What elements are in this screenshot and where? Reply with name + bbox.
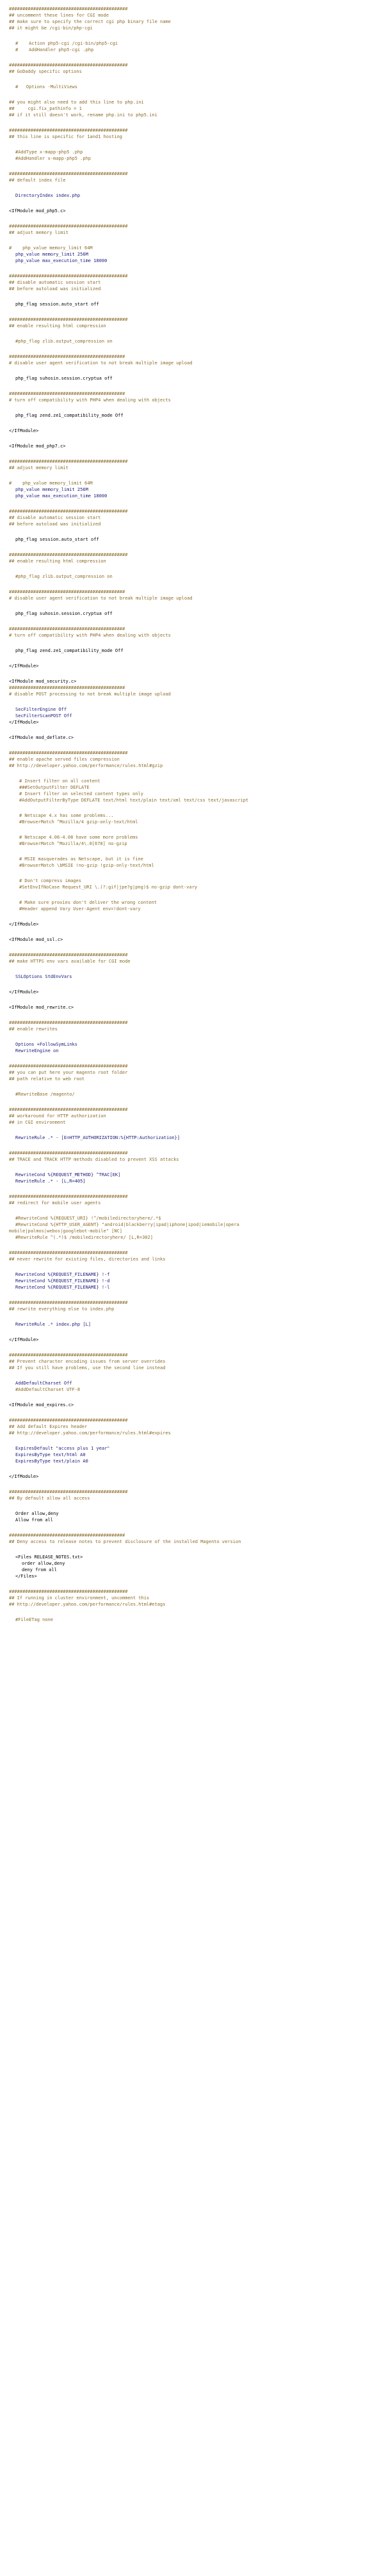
- code-line: ## If you still have problems, use the second line instead: [9, 1365, 166, 1370]
- code-line: ## adjust memory limit: [9, 230, 68, 235]
- code-line: php_flag zend.ze1_compatibility_mode Off: [15, 648, 124, 653]
- code-line: # Netscape 4.06-4.08 have some more problems: [19, 835, 138, 840]
- code-line: # Options -MultiViews: [15, 84, 77, 89]
- code-line: #RewriteCond %{REQUEST_URI} !^/mobiledirectoryhere/.*$: [15, 1216, 161, 1221]
- code-line: <IfModule mod_rewrite.c>: [9, 1005, 74, 1010]
- code-line: ## redirect for mobile user agents: [9, 1200, 101, 1206]
- code-line: ## before autoload was initialized: [9, 286, 101, 291]
- code-line: ## rewrite everything else to index.php: [9, 1307, 115, 1312]
- code-line: ## make HTTPS env vars available for CGI mode: [9, 959, 131, 964]
- code-line: ############################################: [9, 1194, 128, 1199]
- code-line: <IfModule mod_ssl.c>: [9, 937, 63, 942]
- code-line: ############################################: [9, 274, 128, 279]
- code-line: ############################################: [9, 1250, 128, 1255]
- code-line: ## enable resulting html compression: [9, 323, 106, 329]
- code-line: ## you can put here your magento root folder: [9, 1070, 128, 1075]
- code-line: # Action php5-cgi /cgi-bin/php5-cgi: [15, 41, 118, 46]
- code-line: # turn off compatibility with PHP4 when dealing with objects: [9, 633, 171, 638]
- code-line: ExpiresByType text/plain A0: [15, 1459, 88, 1464]
- code-line: ###SetOutputFilter DEFLATE: [19, 785, 90, 790]
- code-line: </IfModule>: [9, 989, 39, 995]
- code-line: #BrowserMatch ^Mozilla/4\.0[678] no-gzip: [19, 841, 127, 846]
- code-line: DirectoryIndex index.php: [15, 193, 81, 198]
- code-line: ## never rewrite for existing files, directories and links: [9, 1257, 166, 1262]
- code-line: ############################################: [9, 750, 128, 756]
- code-line: # disable user agent verification to not break multiple image upload: [9, 361, 193, 366]
- code-line: order allow,deny: [22, 1561, 65, 1566]
- code-line: ############################################: [9, 459, 128, 464]
- code-line: ## default index file: [9, 178, 66, 183]
- code-line: #FileETag none: [15, 1617, 54, 1622]
- code-line: php_value max_execution_time 18000: [15, 258, 108, 263]
- code-line: RewriteCond %{REQUEST_FILENAME} !-d: [15, 1278, 110, 1284]
- code-line: ## in CGI environment: [9, 1120, 66, 1125]
- code-line: #RewriteCond %{HTTP_USER_AGENT} "android|blackberry|ipad|iphone|ipod|iemobile|opera: [15, 1222, 239, 1227]
- code-line: Options +FollowSymLinks: [15, 1042, 77, 1047]
- code-line: ############################################: [9, 63, 128, 68]
- code-line: ############################################: [9, 224, 128, 229]
- code-line: ############################################: [9, 1589, 128, 1594]
- code-line: ############################################: [9, 1020, 128, 1025]
- code-line: AddDefaultCharset Off: [15, 1381, 72, 1386]
- code-line: <IfModule mod_security.c>: [9, 679, 77, 684]
- code-line: ############################################: [9, 1107, 128, 1112]
- code-line: RewriteRule .* - [L,R=405]: [15, 1179, 86, 1184]
- code-line: #Header append Vary User-Agent env=!dont-vary: [19, 906, 141, 912]
- code-line: ## By default allow all access: [9, 1496, 90, 1501]
- code-line: ## disable automatic session start: [9, 280, 101, 285]
- code-line: #php_flag zlib.output_compression on: [15, 339, 113, 344]
- code-line: ############################################: [9, 317, 128, 322]
- code-line: #RewriteRule ^(.*)$ /mobiledirectoryhere/ [L,R=302]: [15, 1235, 153, 1240]
- code-line: ## enable rewrites: [9, 1027, 58, 1032]
- code-line: </IfModule>: [9, 1337, 39, 1342]
- code-line: # Netscape 4.x has some problems...: [19, 813, 114, 818]
- code-line: ## workaround for HTTP authorization: [9, 1113, 106, 1119]
- code-line: ## this line is specific for 1and1 hosting: [9, 134, 123, 139]
- code-line: ## Deny access to release notes to prevent disclosure of the installed Magento version: [9, 1539, 241, 1544]
- code-line: </IfModule>: [9, 663, 39, 669]
- code-line: ## enable resulting html compression: [9, 559, 106, 564]
- code-line: php_flag suhosin.session.cryptua off: [15, 611, 113, 616]
- code-line: ## Add default Expires header: [9, 1424, 88, 1429]
- code-line: RewriteRule .* - [E=HTTP_AUTHORIZATION:%{HTTP:Authorization}]: [15, 1135, 180, 1140]
- code-line: #BrowserMatch ^Mozilla/4 gzip-only-text/html: [19, 819, 138, 825]
- code-line: # php_value memory_limit 64M: [9, 481, 93, 486]
- code-line: php_value memory_limit 256M: [15, 487, 88, 492]
- code-line: ## uncomment these lines for CGI mode: [9, 13, 109, 18]
- code-line: RewriteCond %{REQUEST_FILENAME} !-l: [15, 1285, 110, 1290]
- code-line: #AddDefaultCharset UTF-8: [15, 1387, 81, 1392]
- code-line: #AddType x-mapp-php5 .php: [15, 150, 83, 155]
- code-line: ############################################: [9, 1151, 128, 1156]
- code-line: #RewriteBase /magento/: [15, 1092, 75, 1097]
- code-line: php_flag suhosin.session.cryptua off: [15, 376, 113, 381]
- code-line: php_value memory_limit 256M: [15, 252, 88, 257]
- code-line: deny from all: [22, 1567, 57, 1572]
- code-line: ## if it still doesn't work, rename php.ini to php5.ini: [9, 113, 157, 118]
- code-line: ## adjust memory limit: [9, 465, 68, 470]
- code-line: <Files RELEASE_NOTES.txt>: [15, 1555, 83, 1560]
- code-line: SSLOptions StdEnvVars: [15, 974, 72, 979]
- code-line: # Insert filter on all content: [19, 779, 100, 784]
- code-line: </Files>: [15, 1574, 37, 1579]
- code-line: ## disable automatic session start: [9, 515, 101, 520]
- code-line: <IfModule mod_expires.c>: [9, 1402, 74, 1408]
- code-line: </IfModule>: [9, 428, 39, 433]
- code-line: # turn off compatibility with PHP4 when dealing with objects: [9, 398, 171, 403]
- code-line: ############################################: [9, 171, 128, 176]
- code-line: ############################################: [9, 1300, 128, 1305]
- code-line: Allow from all: [15, 1517, 54, 1523]
- code-line: ## http://developer.yahoo.com/performance/rules.html#expires: [9, 1431, 171, 1436]
- code-line: ## path relative to web root: [9, 1076, 85, 1082]
- code-line: # Make sure proxies don't deliver the wrong content: [19, 900, 157, 905]
- code-line: </IfModule>: [9, 720, 39, 725]
- code-line: ## make sure to specify the correct cgi php binary file name: [9, 19, 171, 24]
- code-line: # MSIE masquerades as Netscape, but it is fine: [19, 857, 143, 862]
- code-line: <IfModule mod_deflate.c>: [9, 735, 74, 740]
- code-line: #AddHandler x-mapp-php5 .php: [15, 156, 92, 161]
- code-line: </IfModule>: [9, 1474, 39, 1479]
- code-line: #php_flag zlib.output_compression on: [15, 574, 113, 579]
- code-line: php_flag session.auto_start off: [15, 537, 99, 542]
- code-line: RewriteCond %{REQUEST_FILENAME} !-f: [15, 1272, 110, 1277]
- code-line: ## cgi.fix_pathinfo = 1: [9, 106, 82, 111]
- code-line: # php_value memory_limit 64M: [9, 245, 93, 251]
- code-line: ## enable apache served files compression: [9, 757, 120, 762]
- code-line: ############################################: [9, 952, 128, 958]
- code-line: # AddHandler php5-cgi .php: [15, 47, 94, 52]
- code-line: <IfModule mod_php7.c>: [9, 444, 66, 449]
- code-line: ############################################: [9, 6, 128, 12]
- code-line: ## Prevent character encoding issues from server overrides: [9, 1359, 166, 1364]
- code-line: ###########################################: [9, 685, 125, 690]
- code-line: ## GoDaddy specific options: [9, 69, 82, 74]
- code-line: ############################################: [9, 128, 128, 133]
- code-line: ## http://developer.yahoo.com/performance/rules.html#etags: [9, 1602, 166, 1607]
- code-line: #BrowserMatch \bMSIE !no-gzip !gzip-only-text/html: [19, 863, 154, 868]
- code-line: <IfModule mod_php5.c>: [9, 208, 66, 213]
- code-line: RewriteCond %{REQUEST_METHOD} ^TRAC[EK]: [15, 1172, 121, 1177]
- code-line: php_flag zend.ze1_compatibility_mode Off: [15, 413, 124, 418]
- code-line: #SetEnvIfNoCase Request_URI \.(?:gif|jpe?g|png)$ no-gzip dont-vary: [19, 885, 198, 890]
- code-line: ## If running in cluster environment, uncomment this: [9, 1595, 150, 1601]
- code-line: ###########################################: [9, 1533, 125, 1538]
- code-line: # Don't compress images: [19, 878, 81, 883]
- code-line: php_flag session.auto_start off: [15, 302, 99, 307]
- code-line: ## it might be /cgi-bin/php-cgi: [9, 26, 93, 31]
- code-line: ExpiresByType text/html A0: [15, 1452, 86, 1457]
- code-line: RewriteRule .* index.php [L]: [15, 1322, 92, 1327]
- code-line: ###########################################: [9, 626, 125, 632]
- code-line: ## http://developer.yahoo.com/performance/rules.html#gzip: [9, 763, 163, 768]
- code-line: RewriteEngine on: [15, 1048, 59, 1053]
- code-line: ## before autoload was initialized: [9, 522, 101, 527]
- code-line: # disable POST processing to not break multiple image upload: [9, 692, 171, 697]
- code-line: ## TRACE and TRACK HTTP methods disabled to prevent XSS attacks: [9, 1157, 179, 1162]
- code-line: Order allow,deny: [15, 1511, 59, 1516]
- code-line: ############################################: [9, 1489, 128, 1494]
- code-line: ############################################: [9, 1418, 128, 1423]
- code-line: ## you might also need to add this line to php.ini: [9, 100, 144, 105]
- code-line: ############################################: [9, 552, 128, 557]
- code-line: SecFilterScanPOST Off: [15, 713, 72, 718]
- code-line: ###########################################: [9, 354, 125, 359]
- code-line: </IfModule>: [9, 922, 39, 927]
- code-line: # Insert filter on selected content types only: [19, 791, 143, 796]
- code-line: ExpiresDefault "access plus 1 year": [15, 1446, 110, 1451]
- code-line: ############################################: [9, 1064, 128, 1069]
- code-line: ###########################################: [9, 391, 125, 396]
- code-line: php_value max_execution_time 18000: [15, 493, 108, 499]
- code-line: SecFilterEngine Off: [15, 707, 67, 712]
- code-line: #AddOutputFilterByType DEFLATE text/html text/plain text/xml text/css text/javascript: [19, 798, 249, 803]
- code-line: # disable user agent verification to not break multiple image upload: [9, 596, 193, 601]
- code-line: mobile|palmos|webos|googlebot-mobile" [NC]: [9, 1229, 123, 1234]
- code-line: ############################################: [9, 1353, 128, 1358]
- code-line: ###########################################: [9, 589, 125, 594]
- code-line: ############################################: [9, 509, 128, 514]
